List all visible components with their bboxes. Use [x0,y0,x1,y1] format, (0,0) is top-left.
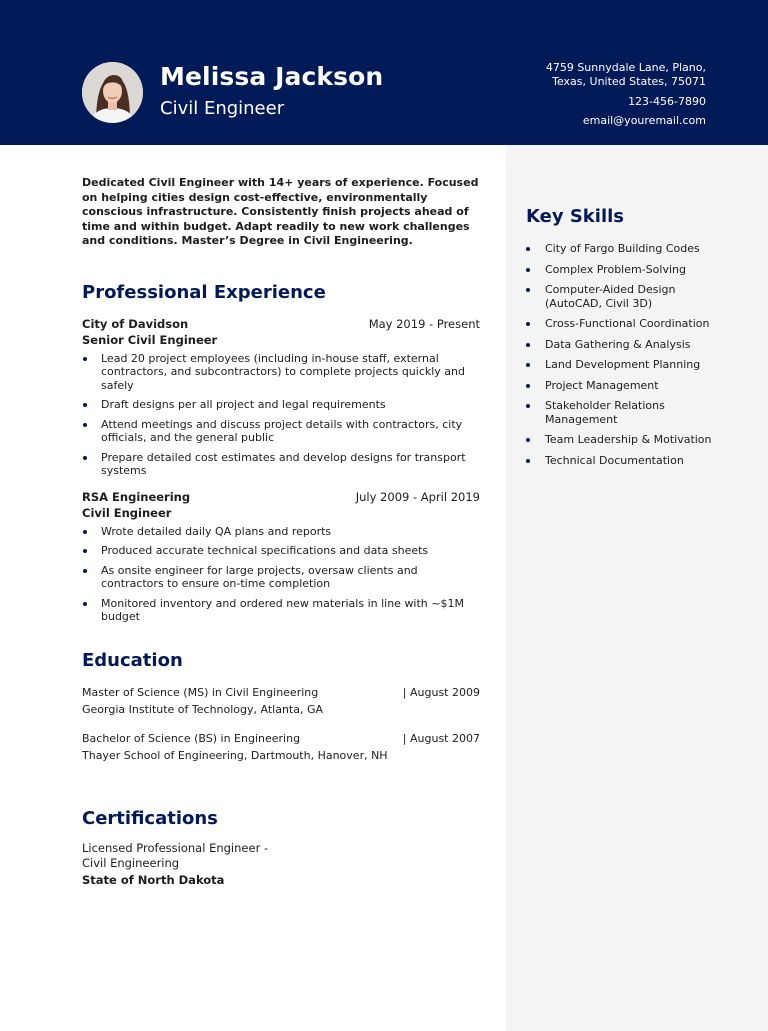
skill-item: Team Leadership & Motivation [526,433,726,447]
experience-heading: Professional Experience [82,281,326,303]
skills-list [526,242,726,467]
certification-state: State of North Dakota [82,872,225,887]
main-column [82,176,480,888]
bullet-icon [83,602,87,606]
bullet-icon [526,363,530,367]
education-date: | August 2007 [402,731,480,745]
education-school: Thayer School of Engineering, Dartmouth, Hanover, NH [82,748,388,762]
contact-block [546,61,706,127]
education-list [82,684,480,764]
job-bullet: Attend meetings and discuss project details with contractors, city officials, and the general public [82,418,480,445]
job-company: City of Davidson [82,316,189,331]
bullet-icon [83,530,87,534]
bullet-icon [526,268,530,272]
job-entry [82,317,480,478]
summary-paragraph: Dedicated Civil Engineer with 14+ years of experience. Focused on helping cities design cost-effective, environmentally conscious infrastructure. Consistently finish projects ahead of time and within budget. Adapt readily to new work challenges and conditions. Master’s Degree in Civil Engineering. [82,176,479,247]
job-dates: May 2019 - Present [368,316,480,331]
bullet-icon [83,569,87,573]
profile-photo-icon [82,62,143,123]
job-role: Senior Civil Engineer [82,332,218,347]
skill-item: Complex Problem-Solving [526,263,726,277]
job-bullet: Lead 20 project employees (including in-house staff, external contractors, and subcontractors) to complete projects quickly and safely [82,352,480,393]
address-line-1: 4759 Sunnydale Lane, Plano, [545,61,706,74]
skill-item: City of Fargo Building Codes [526,242,726,256]
candidate-title: Civil Engineer [160,98,285,119]
phone-number: 123-456-7890 [628,95,706,108]
education-date: | August 2009 [402,685,480,699]
job-role: Civil Engineer [82,505,172,520]
certification-item [82,841,480,888]
education-degree: Bachelor of Science (BS) in Engineering [82,731,301,745]
bullet-icon [526,459,530,463]
bullet-icon [83,549,87,553]
job-entry [82,490,480,624]
job-company: RSA Engineering [82,489,191,504]
bullet-icon [526,288,530,292]
job-bullet: Wrote detailed daily QA plans and reports [82,525,480,539]
bullet-icon [83,357,87,361]
education-heading: Education [82,649,183,671]
bullet-icon [526,322,530,326]
bullet-icon [526,343,530,347]
certifications-heading: Certifications [82,807,218,829]
job-bullet: Monitored inventory and ordered new materials in line with ~$1M budget [82,597,480,624]
skills-section [526,206,726,474]
resume-header [0,0,768,145]
job-bullet: As onsite engineer for large projects, oversaw clients and contractors to ensure on-time completion [82,564,480,591]
job-dates: July 2009 - April 2019 [355,489,480,504]
bullet-icon [526,438,530,442]
bullet-icon [526,247,530,251]
skill-item: Data Gathering & Analysis [526,338,726,352]
skill-item: Cross-Functional Coordination [526,317,726,331]
email-address: email@youremail.com [582,113,706,127]
job-bullet: Draft designs per all project and legal requirements [82,398,480,412]
skill-item: Computer-Aided Design (AutoCAD, Civil 3D) [526,283,726,310]
certification-name: Licensed Professional Engineer - Civil Engineering [82,840,269,870]
education-item [82,684,480,718]
job-bullet: Produced accurate technical specifications and data sheets [82,544,480,558]
bullet-icon [83,456,87,460]
bullet-icon [526,404,530,408]
avatar [82,62,143,123]
skill-item: Land Development Planning [526,358,726,372]
education-school: Georgia Institute of Technology, Atlanta, GA [82,702,324,716]
bullet-icon [83,403,87,407]
education-item [82,730,480,764]
candidate-name: Melissa Jackson [160,62,384,91]
skill-item: Project Management [526,379,726,393]
skill-item: Stakeholder Relations Management [526,399,726,426]
education-degree: Master of Science (MS) in Civil Engineering [82,685,319,699]
skill-item: Technical Documentation [526,454,726,468]
bullet-icon [526,384,530,388]
bullet-icon [83,423,87,427]
job-bullet: Prepare detailed cost estimates and develop designs for transport systems [82,451,480,478]
skills-heading: Key Skills [526,206,624,227]
address-line-2: Texas, United States, 75071 [552,74,706,88]
